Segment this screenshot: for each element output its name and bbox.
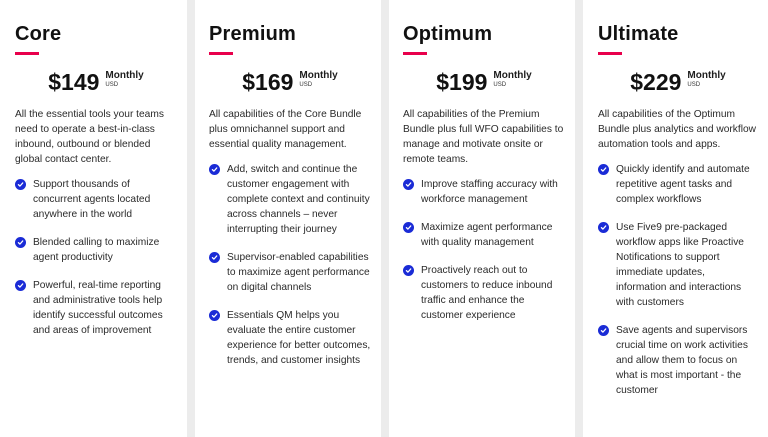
price-meta xyxy=(687,69,725,89)
feature-text: Support thousands of concurrent agents located anywhere in the world xyxy=(33,179,151,220)
feature-item xyxy=(209,250,371,295)
billing-period: Monthly xyxy=(687,70,726,81)
price-row xyxy=(15,69,177,99)
check-circle-icon xyxy=(15,179,26,190)
plan-price: $229 xyxy=(630,69,682,95)
check-circle-icon xyxy=(403,222,414,233)
title-accent-bar xyxy=(403,52,427,55)
price-row xyxy=(209,69,371,99)
plan-name: Premium xyxy=(209,23,296,45)
feature-item xyxy=(15,278,177,338)
price-row xyxy=(403,69,565,99)
title-accent-bar xyxy=(209,52,233,55)
feature-item xyxy=(598,162,758,207)
feature-text: Supervisor-enabled capabilities to maximize agent performance on digital channels xyxy=(227,252,370,293)
plan-card-optimum xyxy=(389,0,575,437)
title-accent-bar xyxy=(15,52,39,55)
feature-text: Add, switch and continue the customer engagement with complete context and continuity across channels – never interrupting their journey xyxy=(227,164,370,235)
feature-item xyxy=(15,235,177,265)
plan-price: $169 xyxy=(242,69,294,95)
price-row xyxy=(598,69,758,99)
plan-description: All capabilities of the Core Bundle plus omnichannel support and essential quality management. xyxy=(209,109,362,150)
plan-description: All the essential tools your teams need to operate a best-in-class inbound, outbound or blended global contact center. xyxy=(15,109,164,165)
feature-item xyxy=(209,162,371,237)
billing-period: Monthly xyxy=(493,70,532,81)
feature-text: Maximize agent performance with quality management xyxy=(421,222,553,248)
currency-code: USD xyxy=(299,82,313,88)
plan-card-core xyxy=(0,0,187,437)
feature-text: Save agents and supervisors crucial time on work activities and allow them to focus on what is most important - the customer xyxy=(616,325,748,396)
check-circle-icon xyxy=(15,280,26,291)
feature-list xyxy=(403,177,565,323)
currency-code: USD xyxy=(493,82,507,88)
plan-name: Core xyxy=(15,23,62,45)
billing-period: Monthly xyxy=(299,70,338,81)
plan-card-ultimate xyxy=(583,0,768,437)
check-circle-icon xyxy=(209,164,220,175)
title-accent-bar xyxy=(598,52,622,55)
feature-text: Improve staffing accuracy with workforce management xyxy=(421,179,558,205)
check-circle-icon xyxy=(403,265,414,276)
feature-item xyxy=(403,220,565,250)
currency-code: USD xyxy=(105,82,119,88)
check-circle-icon xyxy=(209,310,220,321)
plan-description: All capabilities of the Optimum Bundle plus analytics and workflow automation tools and apps. xyxy=(598,109,756,150)
price-meta xyxy=(493,69,531,89)
plan-card-premium xyxy=(195,0,381,437)
feature-item xyxy=(15,177,177,222)
feature-item xyxy=(598,323,758,398)
feature-list xyxy=(15,177,177,338)
plan-description: All capabilities of the Premium Bundle plus full WFO capabilities to manage and motivate onsite or remote teams. xyxy=(403,109,564,165)
feature-text: Powerful, real-time reporting and administrative tools help identify successful outcomes and areas of improvement xyxy=(33,280,163,336)
check-circle-icon xyxy=(598,222,609,233)
feature-text: Use Five9 pre-packaged workflow apps like Proactive Notifications to support immediate updates, information and interactions with customers xyxy=(616,222,744,308)
feature-text: Essentials QM helps you evaluate the entire customer experience for better outcomes, trends, and customer insights xyxy=(227,310,371,366)
feature-item xyxy=(403,263,565,323)
plan-name: Ultimate xyxy=(598,23,679,45)
feature-text: Proactively reach out to customers to reduce inbound traffic and enhance the customer experience xyxy=(421,265,553,321)
plan-price: $149 xyxy=(48,69,100,95)
feature-item xyxy=(209,308,371,368)
feature-item xyxy=(598,220,758,310)
check-circle-icon xyxy=(598,164,609,175)
billing-period: Monthly xyxy=(105,70,144,81)
currency-code: USD xyxy=(687,82,701,88)
feature-text: Blended calling to maximize agent productivity xyxy=(33,237,160,263)
plan-name: Optimum xyxy=(403,23,493,45)
check-circle-icon xyxy=(598,325,609,336)
feature-list xyxy=(598,162,758,398)
feature-item xyxy=(403,177,565,207)
check-circle-icon xyxy=(15,237,26,248)
price-meta xyxy=(105,69,143,89)
plan-price: $199 xyxy=(436,69,488,95)
price-meta xyxy=(299,69,337,89)
feature-text: Quickly identify and automate repetitive agent tasks and complex workflows xyxy=(616,164,750,205)
check-circle-icon xyxy=(403,179,414,190)
check-circle-icon xyxy=(209,252,220,263)
feature-list xyxy=(209,162,371,368)
